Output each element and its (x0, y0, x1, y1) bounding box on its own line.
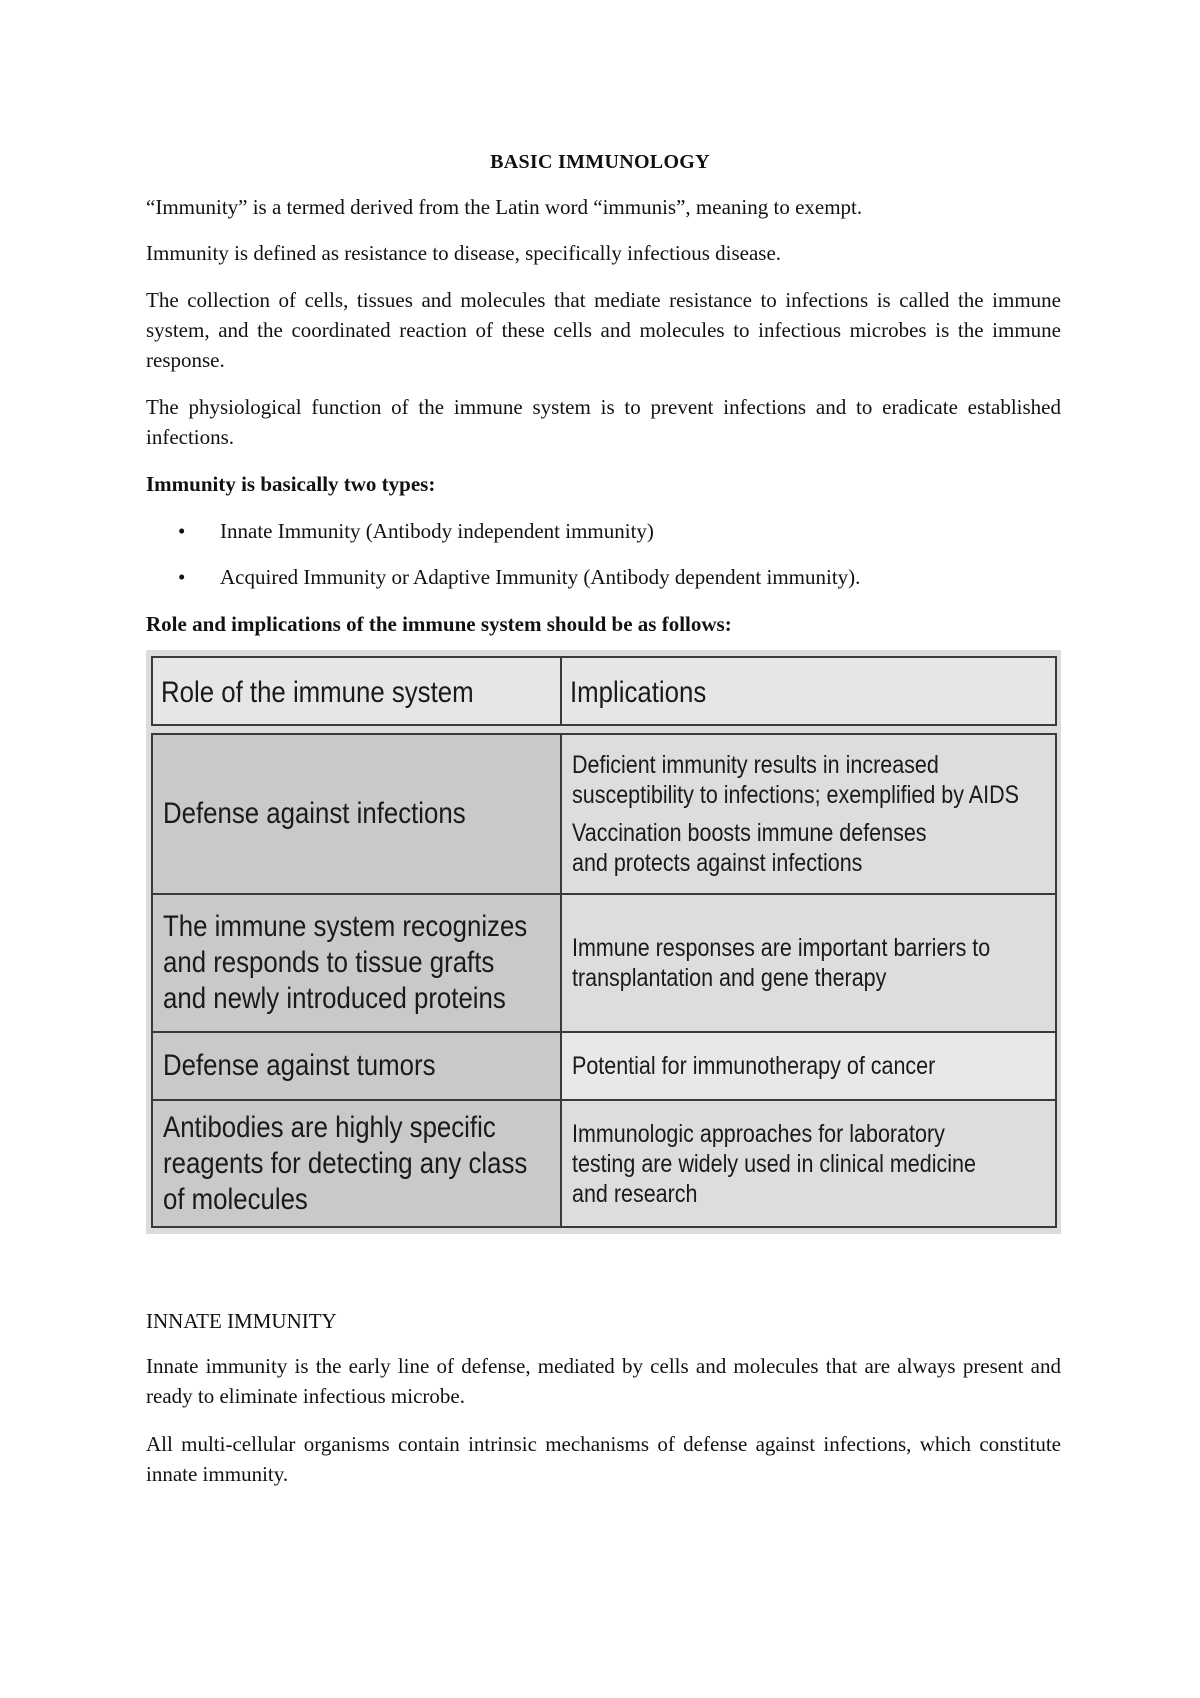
innate-heading: INNATE IMMUNITY (146, 1309, 337, 1333)
paragraph-immune-system: The collection of cells, tissues and molecules that mediate resistance to infections is called the immune system, and the coordinated reaction of these cells and molecules to infectious microbes is the immune response. (146, 288, 1061, 372)
table-header-role: Role of the immune system (151, 656, 562, 726)
list-item-text: Acquired Immunity or Adaptive Immunity (Antibody dependent immunity). (220, 565, 861, 589)
table-row-role: Antibodies are highly specific reagents for detecting any class of molecules (151, 1099, 562, 1228)
page-title: BASIC IMMUNOLOGY (490, 151, 710, 173)
types-heading: Immunity is basically two types: (146, 472, 436, 496)
bullet-icon: • (178, 565, 186, 589)
table-row-role: Defense against infections (151, 733, 562, 895)
table-header-implications: Implications (560, 656, 1057, 726)
types-list (178, 516, 1058, 592)
list-item-text: Innate Immunity (Antibody independent immunity) (220, 519, 654, 543)
role-implications-table (151, 656, 1057, 1228)
role-heading: Role and implications of the immune system should be as follows: (146, 612, 732, 636)
paragraph-definition: Immunity is defined as resistance to disease, specifically infectious disease. (146, 241, 782, 265)
bullet-icon: • (178, 519, 186, 543)
table-row-role: The immune system recognizes and responds to tissue grafts and newly introduced proteins (151, 893, 562, 1033)
table-row-role: Defense against tumors (151, 1031, 562, 1101)
paragraph-etymology: “Immunity” is a termed derived from the Latin word “immunis”, meaning to exempt. (146, 195, 863, 219)
table-row-implications: Deficient immunity results in increased susceptibility to infections; exemplified by AIDS Vaccination boosts immune defenses and protects against infections (560, 733, 1057, 895)
paragraph-innate-organisms: All multi-cellular organisms contain intrinsic mechanisms of defense against infections, which constitute innate immunity. (146, 1432, 1061, 1486)
paragraph-innate-definition: Innate immunity is the early line of defense, mediated by cells and molecules that are always present and ready to eliminate infectious microbe. (146, 1354, 1061, 1408)
table-row-implications: Immunologic approaches for laboratory testing are widely used in clinical medicine and research (560, 1099, 1057, 1228)
table-row-implications: Immune responses are important barriers to transplantation and gene therapy (560, 893, 1057, 1033)
table-row-implications: Potential for immunotherapy of cancer (560, 1031, 1057, 1101)
list-item (178, 562, 1058, 592)
role-implications-table-image (146, 650, 1061, 1234)
list-item (178, 516, 1058, 546)
paragraph-function: The physiological function of the immune system is to prevent infections and to eradicate established infections. (146, 395, 1061, 449)
